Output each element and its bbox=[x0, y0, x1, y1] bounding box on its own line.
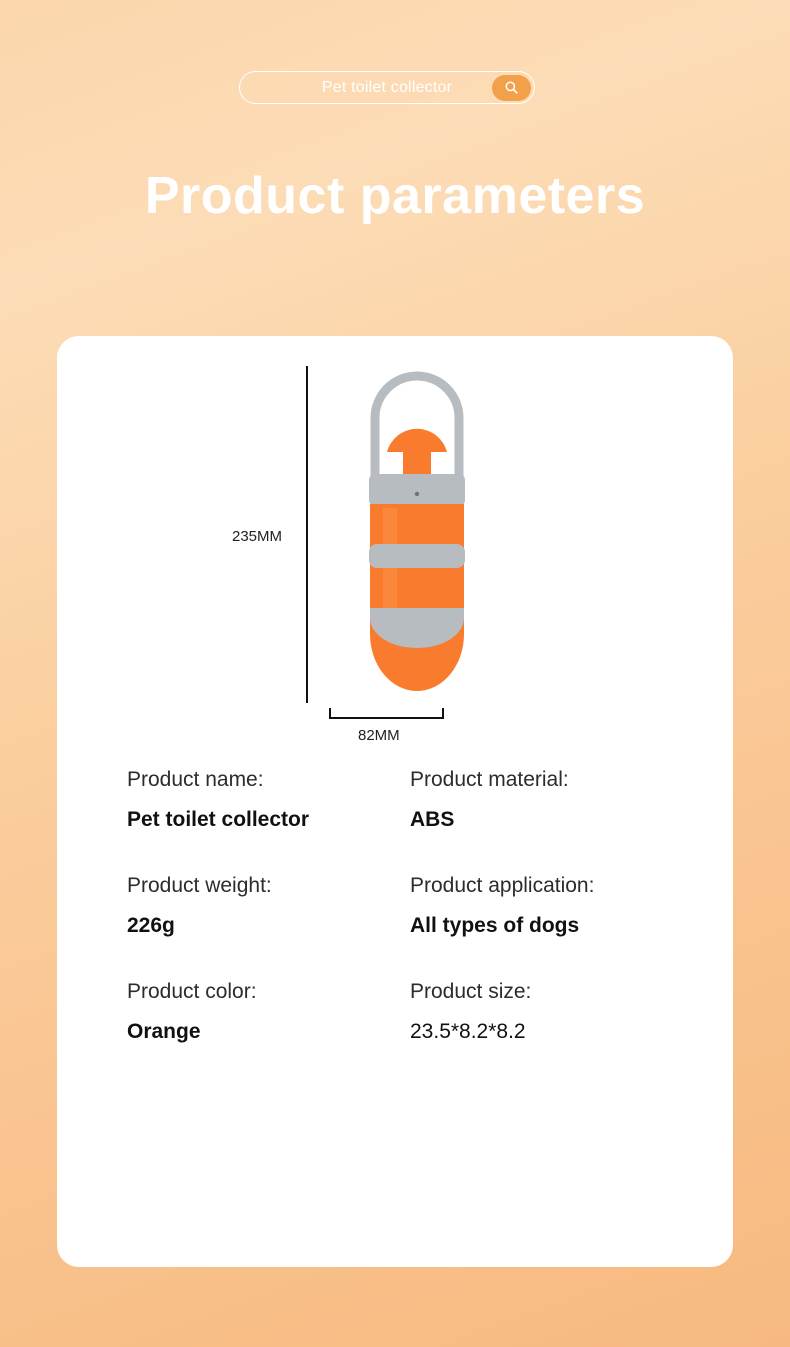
spec-label: Product material: bbox=[410, 768, 569, 791]
spec-value: Orange bbox=[127, 1020, 201, 1044]
page-title: Product parameters bbox=[144, 167, 646, 225]
search-icon bbox=[504, 80, 519, 95]
vent-dot bbox=[415, 492, 419, 496]
spec-row bbox=[57, 874, 733, 937]
top-collar bbox=[369, 474, 465, 506]
spec-row bbox=[57, 768, 733, 831]
spec-value: 23.5*8.2*8.2 bbox=[410, 1020, 526, 1044]
width-dimension-label: 82MM bbox=[358, 727, 400, 744]
spec-product-color bbox=[57, 980, 384, 1043]
spec-row bbox=[57, 980, 733, 1043]
spec-value: Pet toilet collector bbox=[127, 808, 310, 832]
spec-label: Product weight: bbox=[127, 874, 272, 898]
height-dimension-label: 235MM bbox=[232, 528, 283, 545]
middle-band bbox=[369, 544, 465, 568]
spec-value: ABS bbox=[410, 808, 455, 832]
width-dimension-line bbox=[329, 717, 444, 719]
spec-label: Product color: bbox=[127, 980, 257, 1004]
spec-label: Product size: bbox=[410, 980, 532, 1004]
search-bar[interactable] bbox=[239, 71, 535, 104]
spec-product-material bbox=[384, 768, 733, 831]
spec-product-weight bbox=[57, 874, 384, 937]
height-dimension-line bbox=[306, 366, 308, 703]
spec-value: 226g bbox=[127, 914, 175, 938]
spec-value: All types of dogs bbox=[410, 914, 580, 938]
specs-grid bbox=[57, 768, 733, 1087]
product-illustration bbox=[317, 356, 517, 706]
spec-product-size bbox=[384, 980, 733, 1043]
spec-label: Product application: bbox=[410, 874, 595, 898]
search-button[interactable] bbox=[492, 75, 531, 101]
spec-product-application bbox=[384, 874, 733, 937]
parameters-card bbox=[57, 336, 733, 1267]
product-image-area bbox=[57, 336, 733, 756]
search-input-text[interactable]: Pet toilet collector bbox=[321, 78, 453, 96]
spec-label: Product name: bbox=[127, 768, 264, 791]
spec-product-name bbox=[57, 768, 384, 831]
